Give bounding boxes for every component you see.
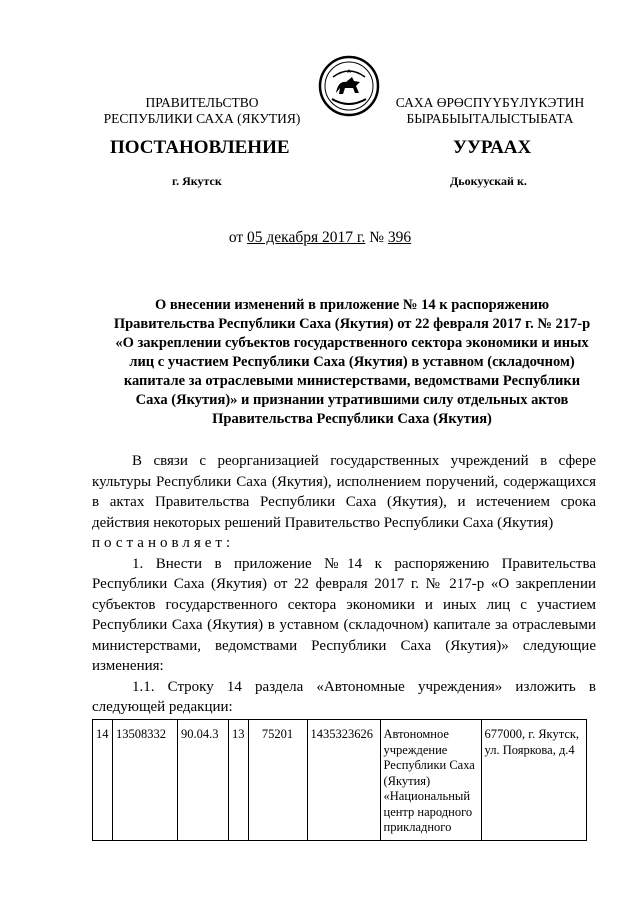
table-row [93,720,587,841]
intro-paragraph [92,451,596,533]
item-1-1-paragraph: 1.1. Строку 14 раздела «Автономные учреждения» изложить в следующей редакции: [92,678,596,715]
cell-inn: 1435323626 [307,720,380,841]
header-left-block [92,95,312,127]
decree-title [92,296,612,429]
title-line: О внесении изменений в приложение № 14 к распоряжению [154,297,550,313]
cell-okopf: 75201 [248,720,307,841]
title-line: Правительства Республики Саха (Якутия) от 22 февраля 2017 г. № 217-р [113,316,591,332]
decree-date: 05 декабря 2017 г. [247,229,366,246]
cell-okpo: 13508332 [113,720,178,841]
republic-label: РЕСПУБЛИКИ САХА (ЯКУТИЯ) [103,111,301,126]
cell-okved: 90.04.3 [178,720,229,841]
title-line: «О закреплении субъектов государственного сектора экономики и иных [115,335,589,351]
intro-text: В связи с реорганизацией государственных учреждений в сфере культуры Республики Саха (Якутия), исполнением поручений, содержащихся в актах Правительства Республики Саха (Якутия), и истечением срока действия некоторых решений Правительство Республики Саха (Якутия) [92,453,596,531]
city-sakha: Дьокуускай к. [450,174,527,188]
government-label: ПРАВИТЕЛЬСТВО [145,95,259,110]
cell-organization-name: Автономное учреждение Республики Саха (Якутия) «Национальный центр народного прикладного [380,720,481,841]
sakha-emblem-icon [318,55,380,117]
doc-type-ru: ПОСТАНОВЛЕНИЕ [110,137,290,158]
decree-number: 396 [387,229,412,246]
date-prefix: от [228,229,244,246]
title-line: Саха (Якутия)» и признании утратившими силу отдельных актов [135,392,569,408]
republic-label-sakha: БЫРАБЫЫТАЛЫСТЫБАТА [406,111,574,126]
title-line: лиц с участием Республики Саха (Якутия) в уставном (складочном) [129,354,575,370]
cell-address: 677000, г. Якутск, ул. Пояркова, д.4 [481,720,586,841]
replacement-table [92,719,587,841]
decree-word: постановляет: [92,535,235,551]
title-line: Правительства Республики Саха (Якутия) [212,411,492,427]
cell-code: 13 [229,720,249,841]
date-number-line [0,229,640,247]
cell-row-number: 14 [93,720,113,841]
government-label-sakha: САХА ӨРӨСПҮҮБҮЛҮКЭТИН [395,95,585,110]
decree-body [92,451,596,718]
item-1-paragraph: 1. Внести в приложение №14 к распоряжению Правительства Республики Саха (Якутия) от 22 февраля 2017 г. № 217-р «О закреплении субъектов государственного сектора экономики и иных лиц с участием Республики Саха (Якутия) в уставном (складочном) капитале за отраслевыми министерствами, ведомствами Республики Саха (Якутия)» следующие изменения: [92,555,596,674]
title-line: капитале за отраслевыми министерствами, ведомствами Республики [123,373,581,389]
doc-type-sakha: УУРААХ [453,137,532,158]
number-sign: № [369,229,385,246]
city-ru: г. Якутск [172,174,222,188]
header-right-block [380,95,600,127]
